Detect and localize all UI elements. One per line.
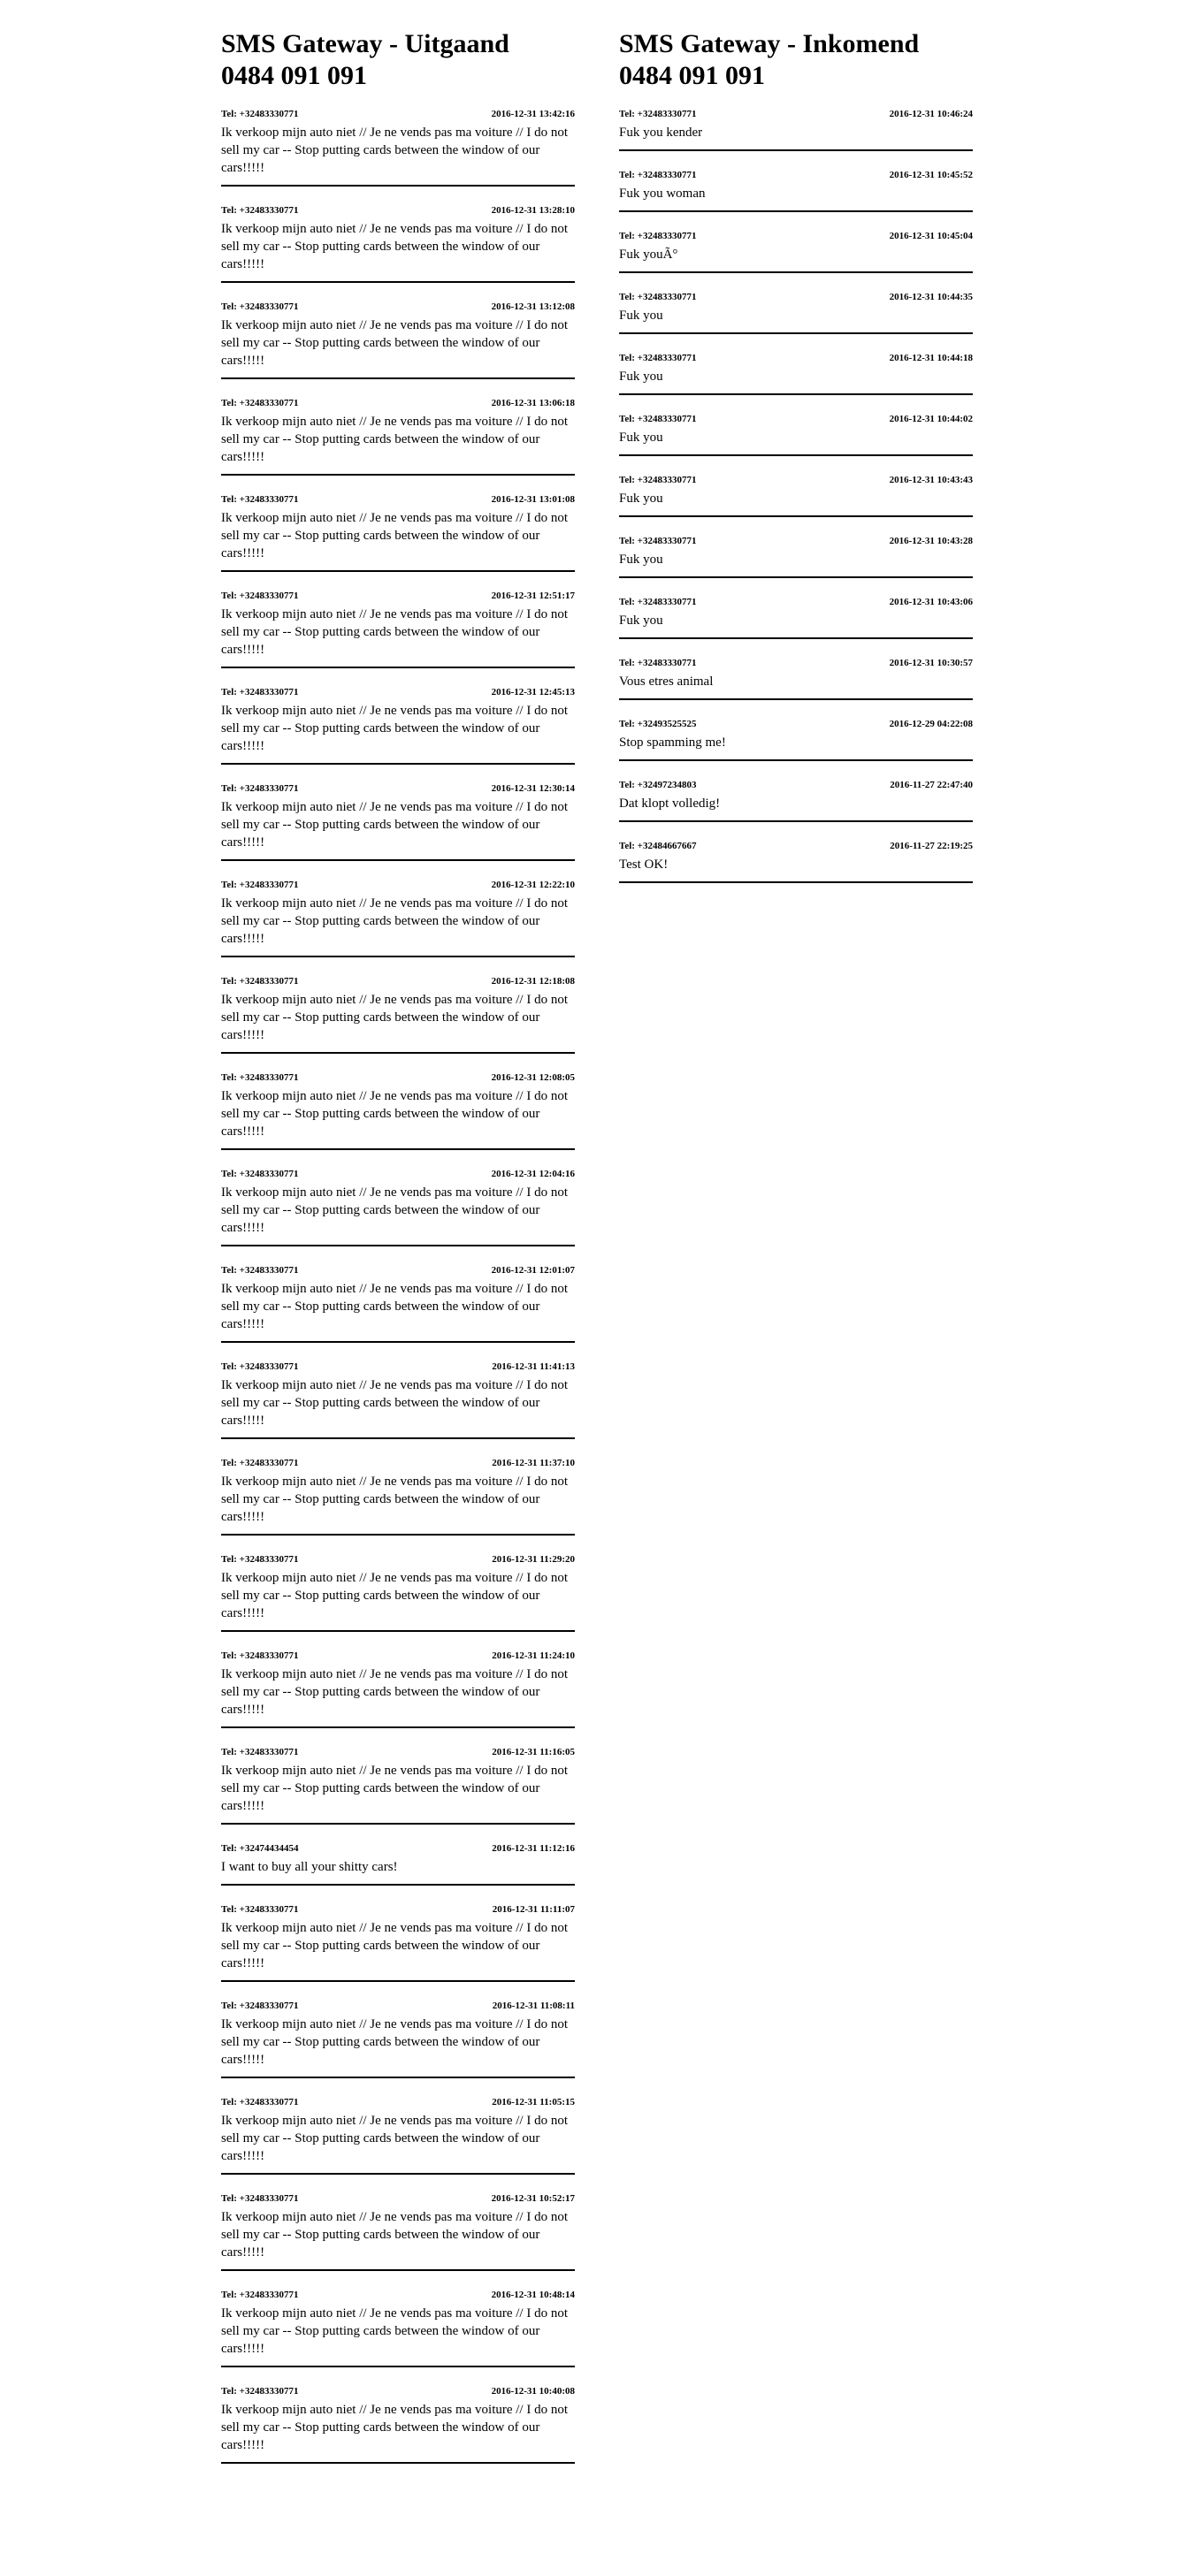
message-timestamp: 2016-12-31 10:30:57 <box>889 658 973 668</box>
message-timestamp: 2016-12-31 10:44:18 <box>889 353 973 363</box>
message-header <box>619 291 973 303</box>
message-item <box>221 2192 575 2271</box>
message-text: Fuk you <box>619 614 663 628</box>
message-timestamp: 2016-12-31 10:44:35 <box>889 292 973 302</box>
message-timestamp: 2016-12-31 12:30:14 <box>491 783 575 794</box>
message-sender: Tel: +32483330771 <box>221 591 299 601</box>
incoming-title: SMS Gateway - Inkomend <box>619 29 920 58</box>
message-item <box>221 782 575 861</box>
message-header <box>619 657 973 669</box>
message-sender: Tel: +32483330771 <box>619 414 697 424</box>
message-timestamp: 2016-12-31 10:52:17 <box>491 2193 575 2204</box>
message-sender: Tel: +32483330771 <box>221 1458 299 1468</box>
message-header <box>221 686 575 698</box>
message-text: Ik verkoop mijn auto niet // Je ne vends pas ma voiture // I do not sell my car -- Stop putting cards between the window of our cars!!!!! <box>221 318 569 368</box>
message-sender: Tel: +32483330771 <box>619 658 697 668</box>
message-item <box>221 2000 575 2078</box>
message-sender: Tel: +32483330771 <box>221 1169 299 1179</box>
message-text: Ik verkoop mijn auto niet // Je ne vends pas ma voiture // I do not sell my car -- Stop putting cards between the window of our cars!!!!! <box>221 607 569 657</box>
message-header <box>221 1650 575 1662</box>
message-text: Fuk you <box>619 309 663 323</box>
message-sender: Tel: +32483330771 <box>221 783 299 794</box>
message-header <box>221 1746 575 1758</box>
message-header <box>221 493 575 506</box>
message-item <box>221 493 575 572</box>
message-item <box>221 397 575 476</box>
message-timestamp: 2016-12-31 10:43:06 <box>889 597 973 607</box>
message-item <box>619 657 973 700</box>
message-sender: Tel: +32483330771 <box>619 292 697 302</box>
message-text: Ik verkoop mijn auto niet // Je ne vends pas ma voiture // I do not sell my car -- Stop putting cards between the window of our cars!!!!! <box>221 1378 569 1428</box>
message-timestamp: 2016-12-31 10:44:02 <box>889 414 973 424</box>
message-timestamp: 2016-12-31 10:40:08 <box>491 2386 575 2397</box>
message-item <box>619 718 973 761</box>
message-item <box>619 413 973 456</box>
message-text: Stop spamming me! <box>619 735 726 750</box>
message-item <box>221 2385 575 2464</box>
message-timestamp: 2016-12-31 13:12:08 <box>491 301 575 312</box>
message-item <box>221 204 575 283</box>
outgoing-number: 0484 091 091 <box>221 61 367 90</box>
message-timestamp: 2016-12-31 11:24:10 <box>492 1650 575 1661</box>
message-sender: Tel: +32483330771 <box>619 353 697 363</box>
message-text: Fuk you <box>619 492 663 506</box>
message-sender: Tel: +32483330771 <box>221 1265 299 1276</box>
message-item <box>221 1553 575 1632</box>
message-text: Ik verkoop mijn auto niet // Je ne vends pas ma voiture // I do not sell my car -- Stop putting cards between the window of our cars!!!!! <box>221 1571 569 1620</box>
message-item <box>221 1903 575 1982</box>
message-item <box>619 535 973 578</box>
message-sender: Tel: +32483330771 <box>221 687 299 697</box>
message-sender: Tel: +32483330771 <box>221 1747 299 1757</box>
outgoing-message-list <box>221 108 575 2464</box>
message-timestamp: 2016-11-27 22:19:25 <box>890 841 973 851</box>
message-sender: Tel: +32483330771 <box>221 1904 299 1915</box>
message-text: Fuk you kender <box>619 126 703 140</box>
message-header <box>619 413 973 425</box>
message-header <box>221 975 575 987</box>
message-header <box>221 108 575 120</box>
message-timestamp: 2016-12-31 10:48:14 <box>491 2290 575 2300</box>
message-timestamp: 2016-12-31 11:05:15 <box>492 2097 575 2107</box>
message-item <box>619 474 973 517</box>
message-text: Ik verkoop mijn auto niet // Je ne vends pas ma voiture // I do not sell my car -- Stop putting cards between the window of our cars!!!!! <box>221 2403 569 2452</box>
message-header <box>221 1842 575 1855</box>
message-timestamp: 2016-12-31 12:01:07 <box>491 1265 575 1276</box>
message-header <box>221 1168 575 1180</box>
message-header <box>619 718 973 730</box>
message-item <box>221 1746 575 1825</box>
message-item <box>221 975 575 1054</box>
message-header <box>619 169 973 181</box>
message-item <box>619 840 973 883</box>
message-sender: Tel: +32474434454 <box>221 1843 299 1854</box>
message-sender: Tel: +32483330771 <box>221 2001 299 2011</box>
message-text: Ik verkoop mijn auto niet // Je ne vends pas ma voiture // I do not sell my car -- Stop putting cards between the window of our cars!!!!! <box>221 2017 569 2067</box>
message-item <box>221 1842 575 1886</box>
message-timestamp: 2016-12-31 12:18:08 <box>491 976 575 987</box>
incoming-column <box>619 28 973 901</box>
message-item <box>619 352 973 395</box>
message-timestamp: 2016-12-31 10:45:04 <box>889 231 973 241</box>
message-timestamp: 2016-12-29 04:22:08 <box>889 719 973 729</box>
incoming-heading <box>619 28 973 92</box>
message-text: Ik verkoop mijn auto niet // Je ne vends pas ma voiture // I do not sell my car -- Stop putting cards between the window of our cars!!!!! <box>221 2114 569 2163</box>
message-timestamp: 2016-12-31 11:12:16 <box>492 1843 575 1854</box>
message-sender: Tel: +32483330771 <box>221 398 299 408</box>
message-header <box>619 474 973 486</box>
message-item <box>221 1264 575 1343</box>
message-timestamp: 2016-12-31 10:43:28 <box>889 536 973 546</box>
message-header <box>221 2096 575 2108</box>
message-header <box>619 352 973 364</box>
message-header <box>221 397 575 409</box>
message-text: Ik verkoop mijn auto niet // Je ne vends pas ma voiture // I do not sell my car -- Stop putting cards between the window of our cars!!!!! <box>221 993 569 1042</box>
message-text: Dat klopt volledig! <box>619 796 721 811</box>
message-sender: Tel: +32483330771 <box>619 597 697 607</box>
message-text: Fuk you <box>619 431 663 445</box>
message-text: Ik verkoop mijn auto niet // Je ne vends pas ma voiture // I do not sell my car -- Stop putting cards between the window of our cars!!!!! <box>221 2306 569 2356</box>
message-timestamp: 2016-12-31 13:06:18 <box>491 398 575 408</box>
message-text: Ik verkoop mijn auto niet // Je ne vends pas ma voiture // I do not sell my car -- Stop putting cards between the window of our cars!!!!! <box>221 1475 569 1524</box>
message-sender: Tel: +32484667667 <box>619 841 697 851</box>
message-sender: Tel: +32483330771 <box>221 494 299 505</box>
message-header <box>221 1553 575 1566</box>
message-item <box>221 108 575 187</box>
message-item <box>221 301 575 379</box>
message-sender: Tel: +32483330771 <box>221 205 299 216</box>
message-sender: Tel: +32483330771 <box>619 109 697 119</box>
message-header <box>221 1264 575 1277</box>
message-timestamp: 2016-12-31 12:08:05 <box>491 1072 575 1083</box>
message-header <box>221 1071 575 1084</box>
message-text: Fuk you <box>619 553 663 567</box>
message-text: Ik verkoop mijn auto niet // Je ne vends pas ma voiture // I do not sell my car -- Stop putting cards between the window of our cars!!!!! <box>221 1089 569 1139</box>
message-timestamp: 2016-12-31 12:04:16 <box>491 1169 575 1179</box>
message-header <box>221 2289 575 2301</box>
message-timestamp: 2016-12-31 11:11:07 <box>492 1904 575 1915</box>
message-header <box>221 879 575 891</box>
message-timestamp: 2016-12-31 11:37:10 <box>492 1458 575 1468</box>
message-sender: Tel: +32483330771 <box>619 231 697 241</box>
message-timestamp: 2016-12-31 11:16:05 <box>492 1747 575 1757</box>
message-sender: Tel: +32483330771 <box>221 2193 299 2204</box>
message-item <box>221 1168 575 1246</box>
message-item <box>619 779 973 822</box>
message-text: I want to buy all your shitty cars! <box>221 1860 398 1874</box>
message-item <box>221 1650 575 1728</box>
message-text: Fuk youÃ° <box>619 248 678 262</box>
message-header <box>619 108 973 120</box>
message-timestamp: 2016-12-31 10:45:52 <box>889 170 973 180</box>
message-sender: Tel: +32483330771 <box>221 109 299 119</box>
message-header <box>221 1457 575 1469</box>
message-text: Ik verkoop mijn auto niet // Je ne vends pas ma voiture // I do not sell my car -- Stop putting cards between the window of our cars!!!!! <box>221 1282 569 1331</box>
message-text: Ik verkoop mijn auto niet // Je ne vends pas ma voiture // I do not sell my car -- Stop putting cards between the window of our cars!!!!! <box>221 126 569 175</box>
message-text: Ik verkoop mijn auto niet // Je ne vends pas ma voiture // I do not sell my car -- Stop putting cards between the window of our cars!!!!! <box>221 1667 569 1717</box>
message-item <box>221 1071 575 1150</box>
message-timestamp: 2016-12-31 13:42:16 <box>491 109 575 119</box>
message-item <box>619 596 973 639</box>
message-sender: Tel: +32483330771 <box>221 1650 299 1661</box>
message-header <box>221 301 575 313</box>
message-timestamp: 2016-12-31 12:51:17 <box>491 591 575 601</box>
message-header <box>221 204 575 217</box>
message-header <box>221 1903 575 1916</box>
message-sender: Tel: +32483330771 <box>221 2097 299 2107</box>
message-sender: Tel: +32483330771 <box>221 976 299 987</box>
message-item <box>619 230 973 273</box>
message-sender: Tel: +32483330771 <box>619 170 697 180</box>
message-text: Ik verkoop mijn auto niet // Je ne vends pas ma voiture // I do not sell my car -- Stop putting cards between the window of our cars!!!!! <box>221 415 569 464</box>
message-text: Ik verkoop mijn auto niet // Je ne vends pas ma voiture // I do not sell my car -- Stop putting cards between the window of our cars!!!!! <box>221 1764 569 1813</box>
message-text: Ik verkoop mijn auto niet // Je ne vends pas ma voiture // I do not sell my car -- Stop putting cards between the window of our cars!!!!! <box>221 1921 569 1970</box>
message-header <box>221 2385 575 2397</box>
message-item <box>619 291 973 334</box>
message-item <box>221 2289 575 2367</box>
message-header <box>221 782 575 795</box>
message-header <box>619 840 973 852</box>
message-sender: Tel: +32483330771 <box>221 301 299 312</box>
message-text: Ik verkoop mijn auto niet // Je ne vends pas ma voiture // I do not sell my car -- Stop putting cards between the window of our cars!!!!! <box>221 511 569 560</box>
message-item <box>221 590 575 668</box>
message-header <box>221 1360 575 1373</box>
message-sender: Tel: +32483330771 <box>221 1361 299 1372</box>
message-text: Test OK! <box>619 857 669 872</box>
message-timestamp: 2016-12-31 11:41:13 <box>492 1361 575 1372</box>
message-sender: Tel: +32497234803 <box>619 780 697 790</box>
message-item <box>221 686 575 765</box>
incoming-message-list <box>619 108 973 883</box>
message-sender: Tel: +32483330771 <box>619 536 697 546</box>
message-sender: Tel: +32483330771 <box>221 880 299 890</box>
message-header <box>221 2000 575 2012</box>
message-sender: Tel: +32493525525 <box>619 719 697 729</box>
message-item <box>221 2096 575 2175</box>
message-timestamp: 2016-12-31 11:08:11 <box>492 2001 575 2011</box>
message-text: Fuk you <box>619 370 663 384</box>
message-text: Fuk you woman <box>619 187 706 201</box>
message-timestamp: 2016-11-27 22:47:40 <box>890 780 973 790</box>
message-timestamp: 2016-12-31 12:45:13 <box>491 687 575 697</box>
message-item <box>619 169 973 212</box>
message-sender: Tel: +32483330771 <box>221 2386 299 2397</box>
message-timestamp: 2016-12-31 10:43:43 <box>889 475 973 485</box>
message-timestamp: 2016-12-31 10:46:24 <box>889 109 973 119</box>
outgoing-title: SMS Gateway - Uitgaand <box>221 29 509 58</box>
outgoing-heading <box>221 28 575 92</box>
message-timestamp: 2016-12-31 12:22:10 <box>491 880 575 890</box>
message-header <box>221 2192 575 2205</box>
message-sender: Tel: +32483330771 <box>221 1072 299 1083</box>
message-text: Ik verkoop mijn auto niet // Je ne vends pas ma voiture // I do not sell my car -- Stop putting cards between the window of our cars!!!!! <box>221 222 569 271</box>
message-sender: Tel: +32483330771 <box>221 2290 299 2300</box>
message-header <box>619 596 973 608</box>
incoming-number: 0484 091 091 <box>619 61 765 90</box>
message-text: Ik verkoop mijn auto niet // Je ne vends pas ma voiture // I do not sell my car -- Stop putting cards between the window of our cars!!!!! <box>221 1185 569 1235</box>
message-text: Ik verkoop mijn auto niet // Je ne vends pas ma voiture // I do not sell my car -- Stop putting cards between the window of our cars!!!!! <box>221 2210 569 2260</box>
message-text: Vous etres animal <box>619 674 714 689</box>
message-item <box>221 1360 575 1439</box>
message-timestamp: 2016-12-31 11:29:20 <box>492 1554 575 1565</box>
message-timestamp: 2016-12-31 13:28:10 <box>491 205 575 216</box>
message-item <box>221 879 575 957</box>
message-header <box>221 590 575 602</box>
message-header <box>619 230 973 242</box>
message-header <box>619 535 973 547</box>
message-header <box>619 779 973 791</box>
outgoing-column <box>221 28 575 2481</box>
message-text: Ik verkoop mijn auto niet // Je ne vends pas ma voiture // I do not sell my car -- Stop putting cards between the window of our cars!!!!! <box>221 704 569 753</box>
message-timestamp: 2016-12-31 13:01:08 <box>491 494 575 505</box>
message-sender: Tel: +32483330771 <box>221 1554 299 1565</box>
message-sender: Tel: +32483330771 <box>619 475 697 485</box>
message-text: Ik verkoop mijn auto niet // Je ne vends pas ma voiture // I do not sell my car -- Stop putting cards between the window of our cars!!!!! <box>221 800 569 850</box>
message-text: Ik verkoop mijn auto niet // Je ne vends pas ma voiture // I do not sell my car -- Stop putting cards between the window of our cars!!!!! <box>221 896 569 946</box>
message-item <box>221 1457 575 1536</box>
message-item <box>619 108 973 151</box>
